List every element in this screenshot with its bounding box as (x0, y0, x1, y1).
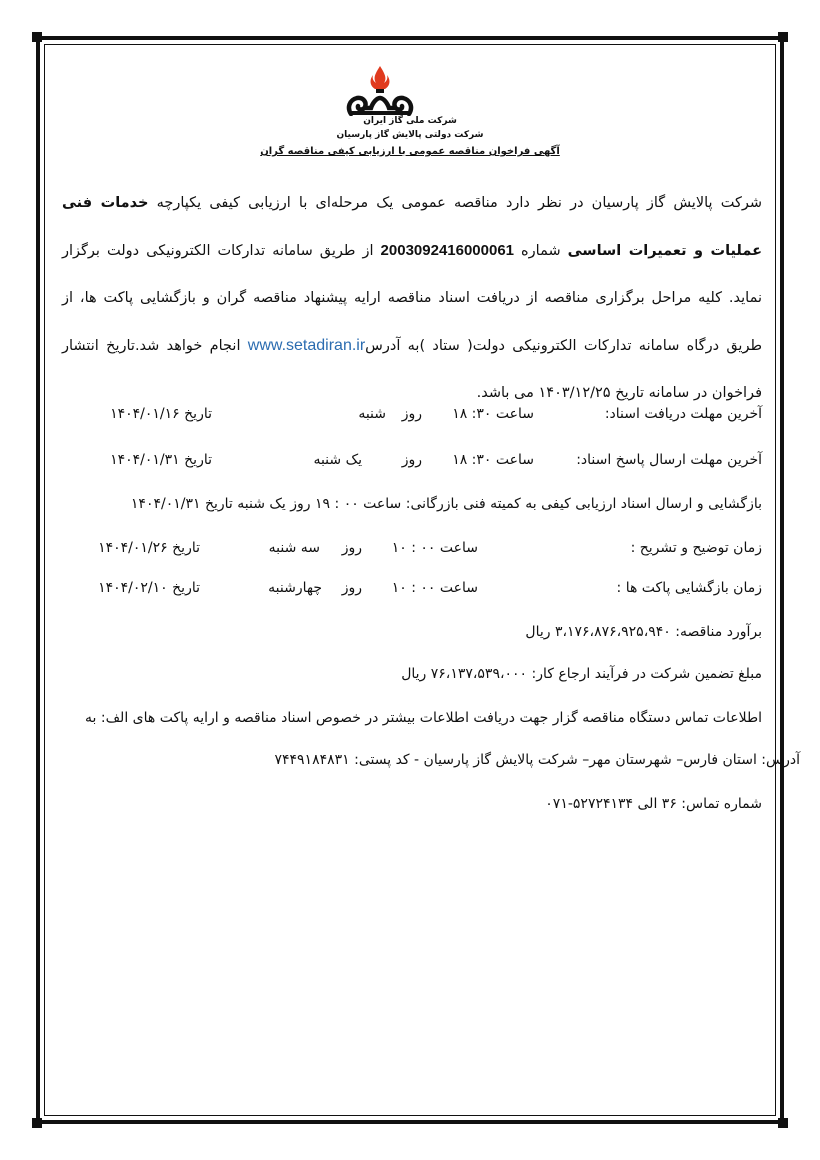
schedule-day: یک شنبه (313, 452, 362, 468)
schedule-day-word: روز (341, 580, 362, 596)
intro-text-4: انجام خواهد شد.تاریخ انتشار فراخوان در سامانه تاریخ ۱۴۰۳/۱۲/۲۵ می باشد. (62, 338, 762, 401)
schedule-date: تاریخ ۱۴۰۴/۰۲/۱۰ (98, 580, 200, 596)
intro-text-1: شرکت پالایش گاز پارسیان در نظر دارد مناقصه عمومی یک مرحله‌ای با ارزیابی کیفی یکپارچه (148, 195, 762, 211)
schedule-label: آخرین مهلت ارسال پاسخ اسناد: (576, 452, 762, 468)
tender-number: 2003092416000061 (380, 242, 515, 259)
schedule-time: ساعت ۰۰ : ۱۰ (391, 580, 478, 596)
schedule-time: ساعت ۳۰: ۱۸ (452, 452, 534, 468)
schedule-row-briefing (62, 540, 762, 564)
schedule-label: آخرین مهلت دریافت اسناد: (604, 406, 762, 422)
schedule-day: شنبه (358, 406, 386, 422)
notice-title-text: آگهی فراخوان مناقصه عمومی با ارزیابی کیفی مناقصه گران (260, 146, 560, 157)
frame-corner (778, 1118, 788, 1128)
schedule-day: سه شنبه (268, 540, 320, 556)
organization-name: شرکت ملی گاز ایران (363, 116, 457, 126)
schedule-day-word: روز (401, 406, 422, 422)
schedule-time: ساعت ۳۰: ۱۸ (452, 406, 534, 422)
schedule-day-word: روز (401, 452, 422, 468)
schedule-label: زمان بازگشایی پاکت ها : (616, 580, 762, 596)
intro-text-2: شماره (514, 243, 568, 259)
notice-title (0, 146, 820, 157)
frame-corner (778, 32, 788, 42)
sub-organization-name: شرکت دولتی پالایش گاز پارسیان (336, 130, 484, 140)
schedule-time: ساعت ۰۰ : ۱۰ (391, 540, 478, 556)
frame-corner (32, 1118, 42, 1128)
schedule-row-qualification-opening (62, 496, 762, 520)
service-title: خدمات فنی عملیات و تعمیرات اساسی (62, 195, 762, 259)
schedule-label: زمان توضیح و تشریح : (630, 540, 762, 556)
schedule-date: تاریخ ۱۴۰۴/۰۱/۲۶ (98, 540, 200, 556)
schedule-row-envelope-opening (62, 580, 762, 604)
tender-estimate: برآورد مناقصه: ۳،۱۷۶،۸۷۶،۹۲۵،۹۴۰ ریال (525, 624, 762, 640)
nigc-logo-icon (345, 64, 415, 116)
schedule-row-send-response (62, 452, 762, 476)
guarantee-amount: مبلغ تضمین شرکت در فرآیند ارجاع کار: ۷۶،۱۳۷،۵۳۹،۰۰۰ ریال (401, 666, 762, 682)
intro-paragraph (62, 180, 762, 417)
schedule-row-receive-docs (62, 406, 762, 430)
schedule-day: چهارشنبه (268, 580, 322, 596)
contact-phone: شماره تماس: ۳۶ الی ۵۲۷۲۴۱۳۴-۰۷۱ (545, 796, 762, 812)
schedule-label: بازگشایی و ارسال اسناد ارزیابی کیفی به کمیته فنی بازرگانی: ساعت ۰۰ : ۱۹ روز یک شنبه تاریخ ۱۴۰۴/۰۱/۳۱ (130, 496, 762, 512)
intro-text-3: از طریق سامانه تدارکات الکترونیکی دولت برگزار نماید. کلیه مراحل برگزاری مناقصه از دریافت اسناد مناقصه ارایه پیشنهاد مناقصه گران و بازگشایی پاکت ها، از طریق درگاه سامانه تدارکات الکترونیکی دولت( ستاد )به آدرس (62, 243, 763, 354)
contact-intro: اطلاعات تماس دستگاه مناقصه گزار جهت دریافت اطلاعات بیشتر در خصوص اسناد مناقصه و ارایه پاکت های الف: به (85, 710, 762, 726)
frame-corner (32, 32, 42, 42)
schedule-date: تاریخ ۱۴۰۴/۰۱/۳۱ (110, 452, 212, 468)
contact-address: آدرس: استان فارس– شهرستان مهر– شرکت پالایش گاز پارسیان - کد پستی: ۷۴۴۹۱۸۴۸۳۱ (274, 752, 800, 768)
schedule-date: تاریخ ۱۴۰۴/۰۱/۱۶ (110, 406, 212, 422)
website-link[interactable]: www.setadiran.ir (247, 337, 366, 354)
schedule-day-word: روز (341, 540, 362, 556)
